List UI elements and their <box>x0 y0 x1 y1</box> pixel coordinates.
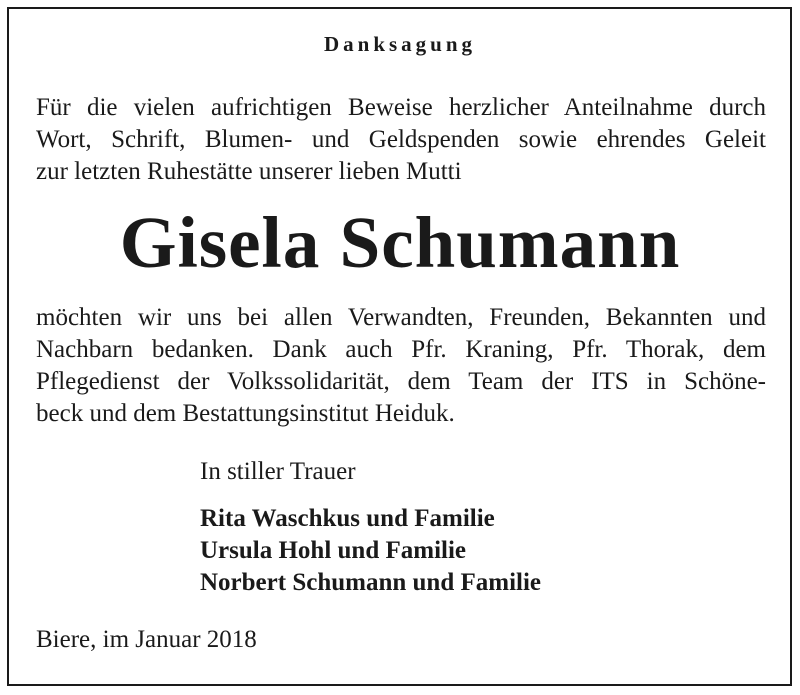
intro-line: zur letzten Ruhestätte unserer lieben Mutti <box>36 158 462 185</box>
family-list <box>200 503 541 599</box>
mourning-line: In stiller Trauer <box>200 458 356 485</box>
thanks-line: möchten wir uns bei allen Verwandten, Freunden, Bekannten und <box>36 304 766 331</box>
intro-line: Wort, Schrift, Blumen- und Geldspenden sowie ehrendes Geleit <box>36 126 766 153</box>
family-entry: Ursula Hohl und Familie <box>200 537 467 564</box>
intro-paragraph <box>36 92 766 188</box>
thanks-line: beck und dem Bestattungsinstitut Heiduk. <box>36 400 455 427</box>
family-entry: Norbert Schumann und Familie <box>200 569 542 596</box>
thanks-line: Pflegedienst der Volkssolidarität, dem Team der ITS in Schöne- <box>36 368 766 395</box>
family-entry: Rita Waschkus und Familie <box>200 505 495 532</box>
thanks-paragraph <box>36 302 766 430</box>
notice-heading: Danksagung <box>323 32 477 56</box>
thanks-line: Nachbarn bedanken. Dank auch Pfr. Kraning, Pfr. Thorak, dem <box>36 336 766 363</box>
deceased-name: Gisela Schumann <box>119 202 681 283</box>
intro-line: Für die vielen aufrichtigen Beweise herzlicher Anteilnahme durch <box>36 94 766 121</box>
place-date: Biere, im Januar 2018 <box>36 626 257 653</box>
